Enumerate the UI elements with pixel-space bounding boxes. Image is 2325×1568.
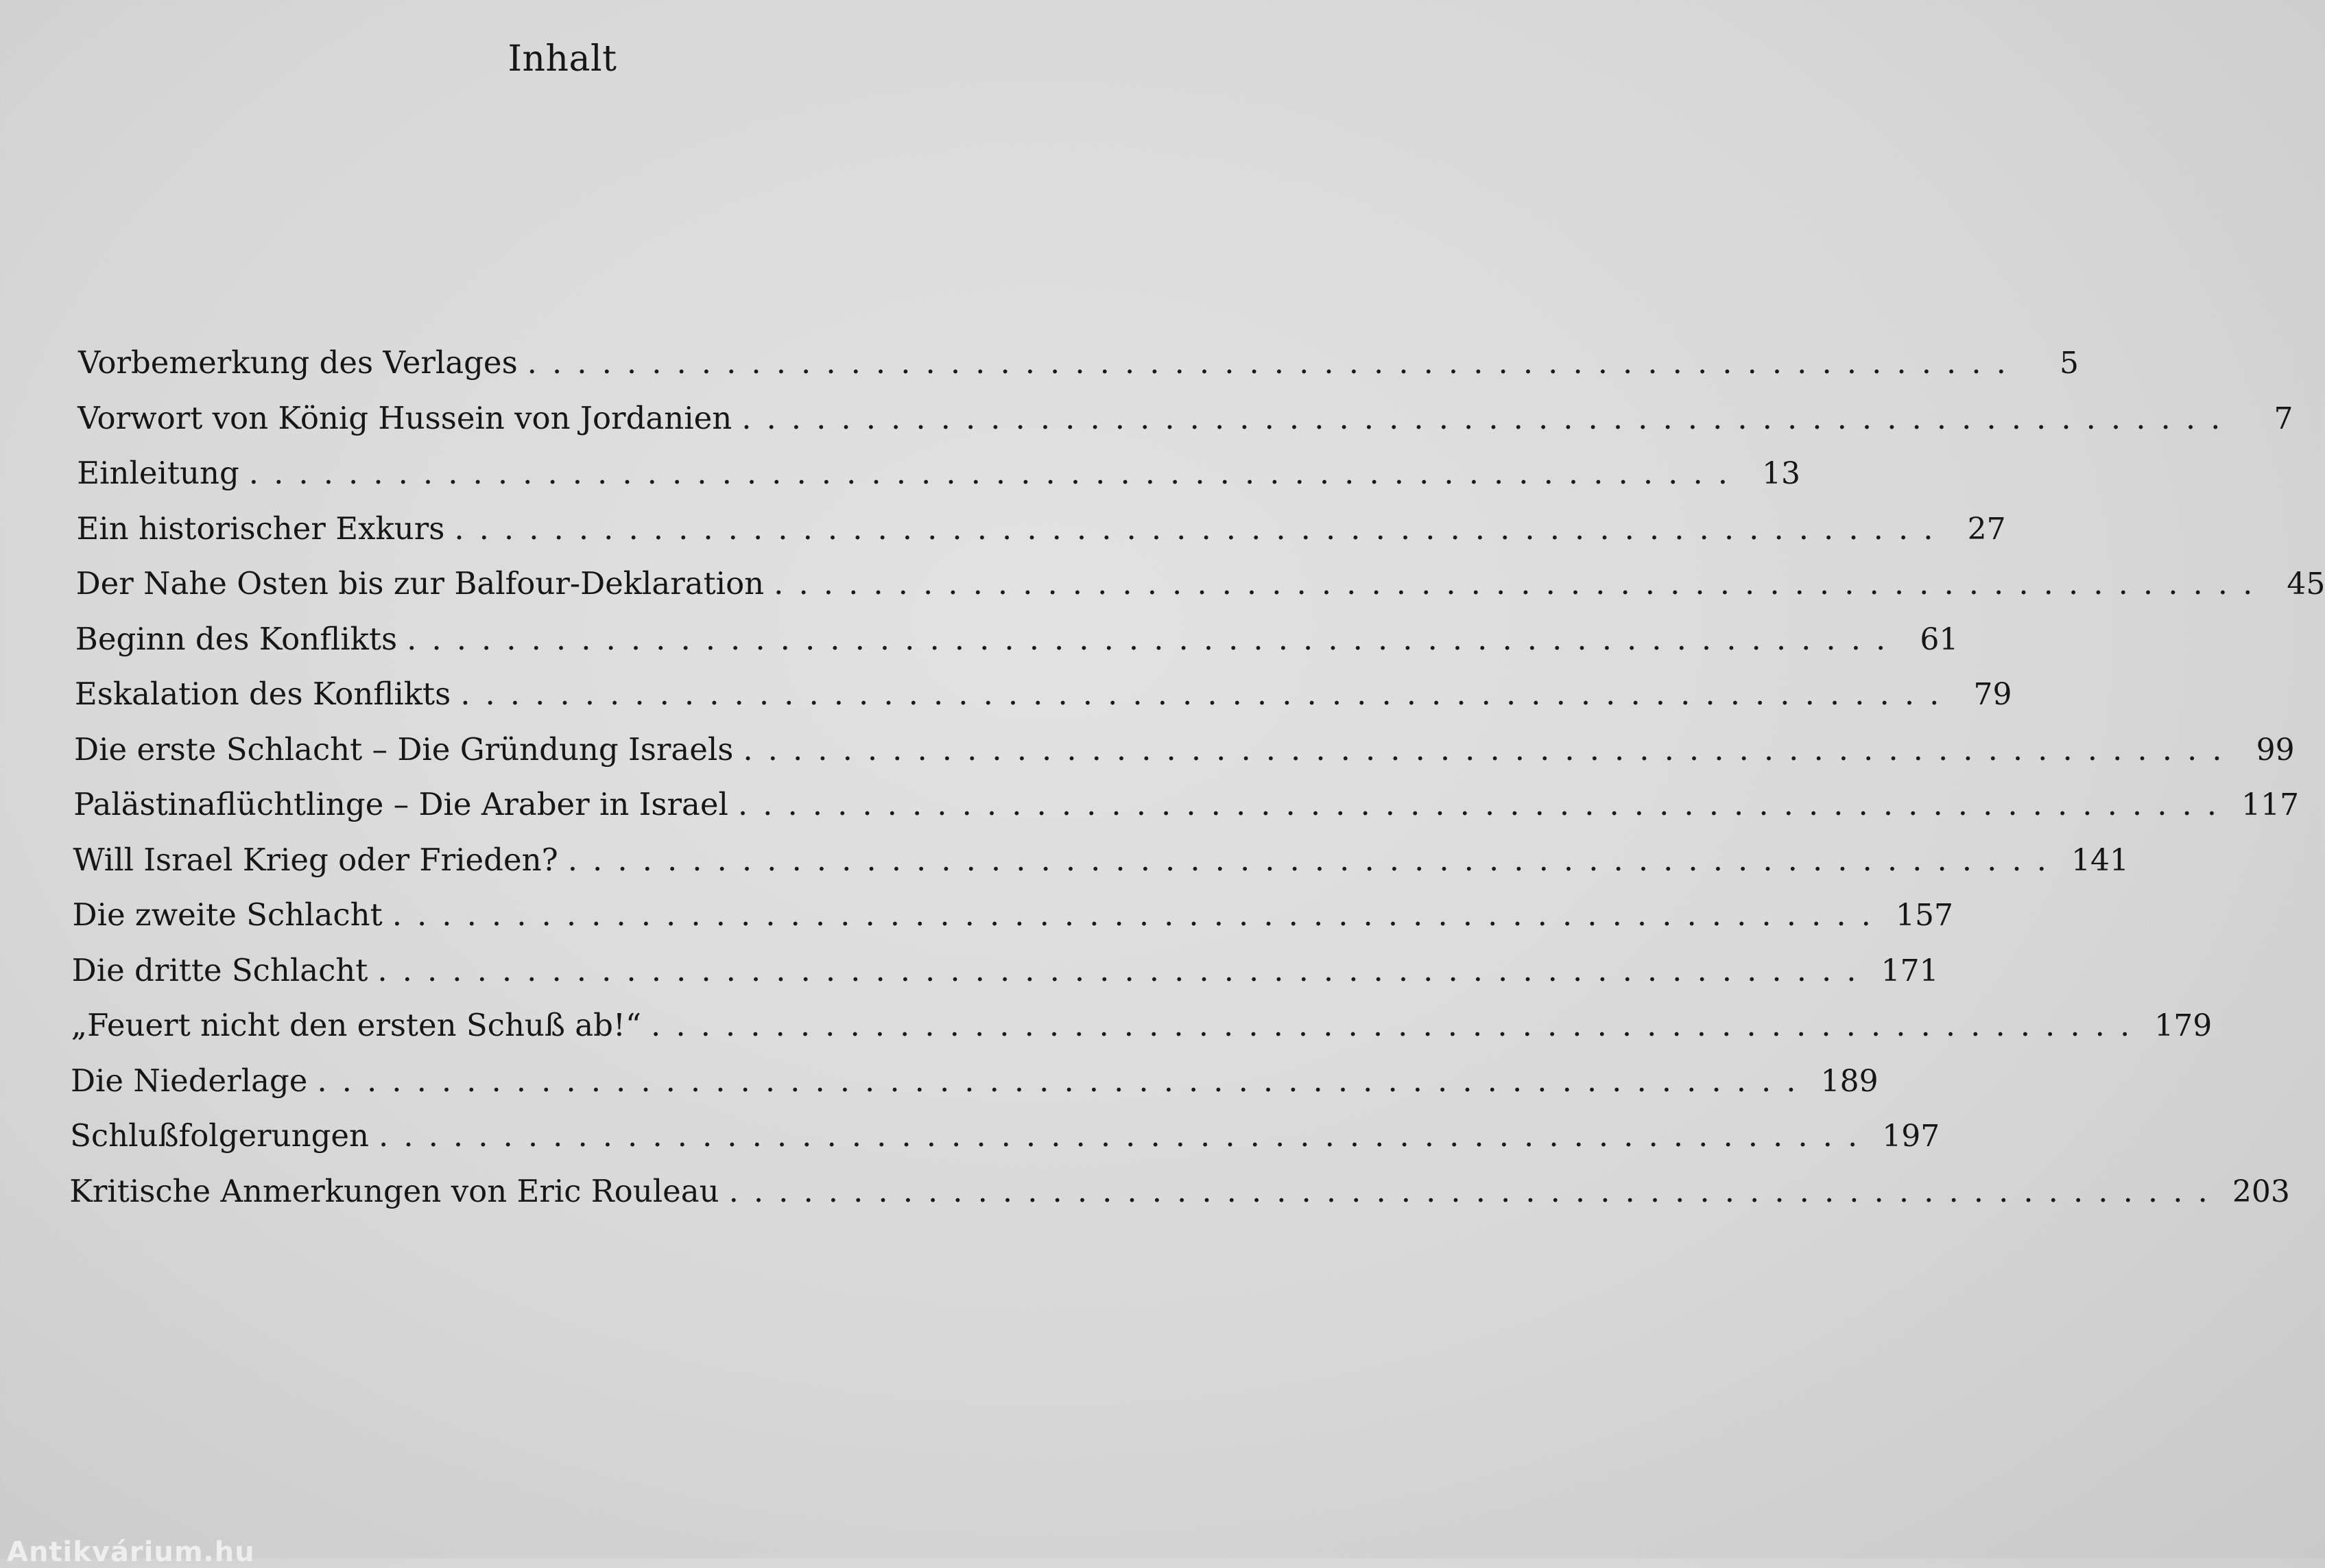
toc-entry [72,896,1953,938]
toc-page-number: 179 [2154,1008,2213,1043]
toc-leader-dots: ............................................................ [743,730,2237,768]
toc-leader-dots: ............................................................ [407,620,1901,657]
toc-entry-title: Palästinaflüchtlinge – Die Araber in Israel [73,786,728,822]
toc-entry-title: Beginn des Konflikts [75,620,398,657]
toc-leader-dots: ............................................................ [741,399,2236,436]
toc-leader-dots: ............................................................ [460,676,1955,712]
toc-entry [78,399,2293,441]
toc-page-number: 141 [2071,842,2129,878]
toc-entry-title: Eskalation des Konflikts [74,676,451,712]
toc-entry [70,1062,1879,1104]
toc-entry-title: Die Niederlage [70,1062,308,1099]
toc-entry [73,786,2300,827]
toc-entry [75,620,1959,662]
toc-page-number: 7 [2274,401,2293,436]
toc-entry-title: Einleitung [77,455,239,491]
toc-entry-title: Schlußfolgerungen [70,1117,370,1154]
toc-leader-dots: ............................................................ [527,344,2021,381]
toc-entry [71,1007,2213,1048]
toc-entry [77,455,1801,496]
toc-entry [78,344,2079,385]
toc-entry-title: Kritische Anmerkungen von Eric Rouleau [69,1172,719,1209]
toc-leader-dots: ............................................................ [737,786,2232,822]
toc-leader-dots: ............................................................ [317,1062,1811,1099]
toc-entry [74,730,2295,772]
toc-entry [74,676,2012,717]
toc-entry [76,510,2006,551]
toc-leader-dots: ............................................................ [454,510,1948,547]
toc-page-number: 117 [2241,787,2300,822]
toc-leader-dots: ............................................................ [728,1172,2223,1209]
toc-page-number: 45 [2287,567,2325,602]
toc-entry [75,565,2325,606]
toc-leader-dots: ............................................................ [379,1117,1873,1154]
toc-leader-dots: ............................................................ [392,896,1886,933]
toc-page-number: 5 [2059,346,2079,381]
toc-page-number: 61 [1920,621,1959,657]
toc-entry-title: Vorbemerkung des Verlages [78,344,518,381]
toc-entry-title: Die zweite Schlacht [72,896,383,933]
toc-leader-dots: ............................................................ [774,565,2268,602]
toc-entry-title: Will Israel Krieg oder Frieden? [73,841,558,878]
toc-entry [70,1117,1940,1159]
toc-page-number: 99 [2256,732,2295,768]
toc-page-number: 171 [1881,953,1939,988]
toc-page-number: 203 [2232,1174,2290,1209]
toc-leader-dots: ............................................................ [651,1007,2145,1043]
toc-entry-title: „Feuert nicht den ersten Schuß ab!“ [71,1007,642,1043]
toc-entry-title: Ein historischer Exkurs [76,510,445,547]
toc-entry-title: Die erste Schlacht – Die Gründung Israels [74,730,734,768]
toc-entry [73,841,2129,883]
page-title: Inhalt [508,38,617,80]
toc-entry [71,951,1939,993]
toc-entry [69,1172,2290,1214]
toc-entry-title: Die dritte Schlacht [71,951,368,988]
watermark: Antikvárium.hu [7,1536,255,1568]
toc-leader-dots: ............................................................ [567,841,2062,878]
toc-page-number: 13 [1762,456,1801,491]
toc-page-number: 27 [1967,511,2006,547]
toc-entry-title: Der Nahe Osten bis zur Balfour-Deklaration [75,565,765,602]
toc-page-number: 197 [1882,1119,1940,1154]
toc-leader-dots: ............................................................ [248,455,1743,491]
toc-page-number: 79 [1973,677,2012,712]
toc-entry-title: Vorwort von König Hussein von Jordanien [78,399,732,436]
toc-page-number: 189 [1820,1063,1879,1099]
toc-leader-dots: ............................................................ [377,951,1872,988]
toc-page-number: 157 [1895,898,1953,933]
